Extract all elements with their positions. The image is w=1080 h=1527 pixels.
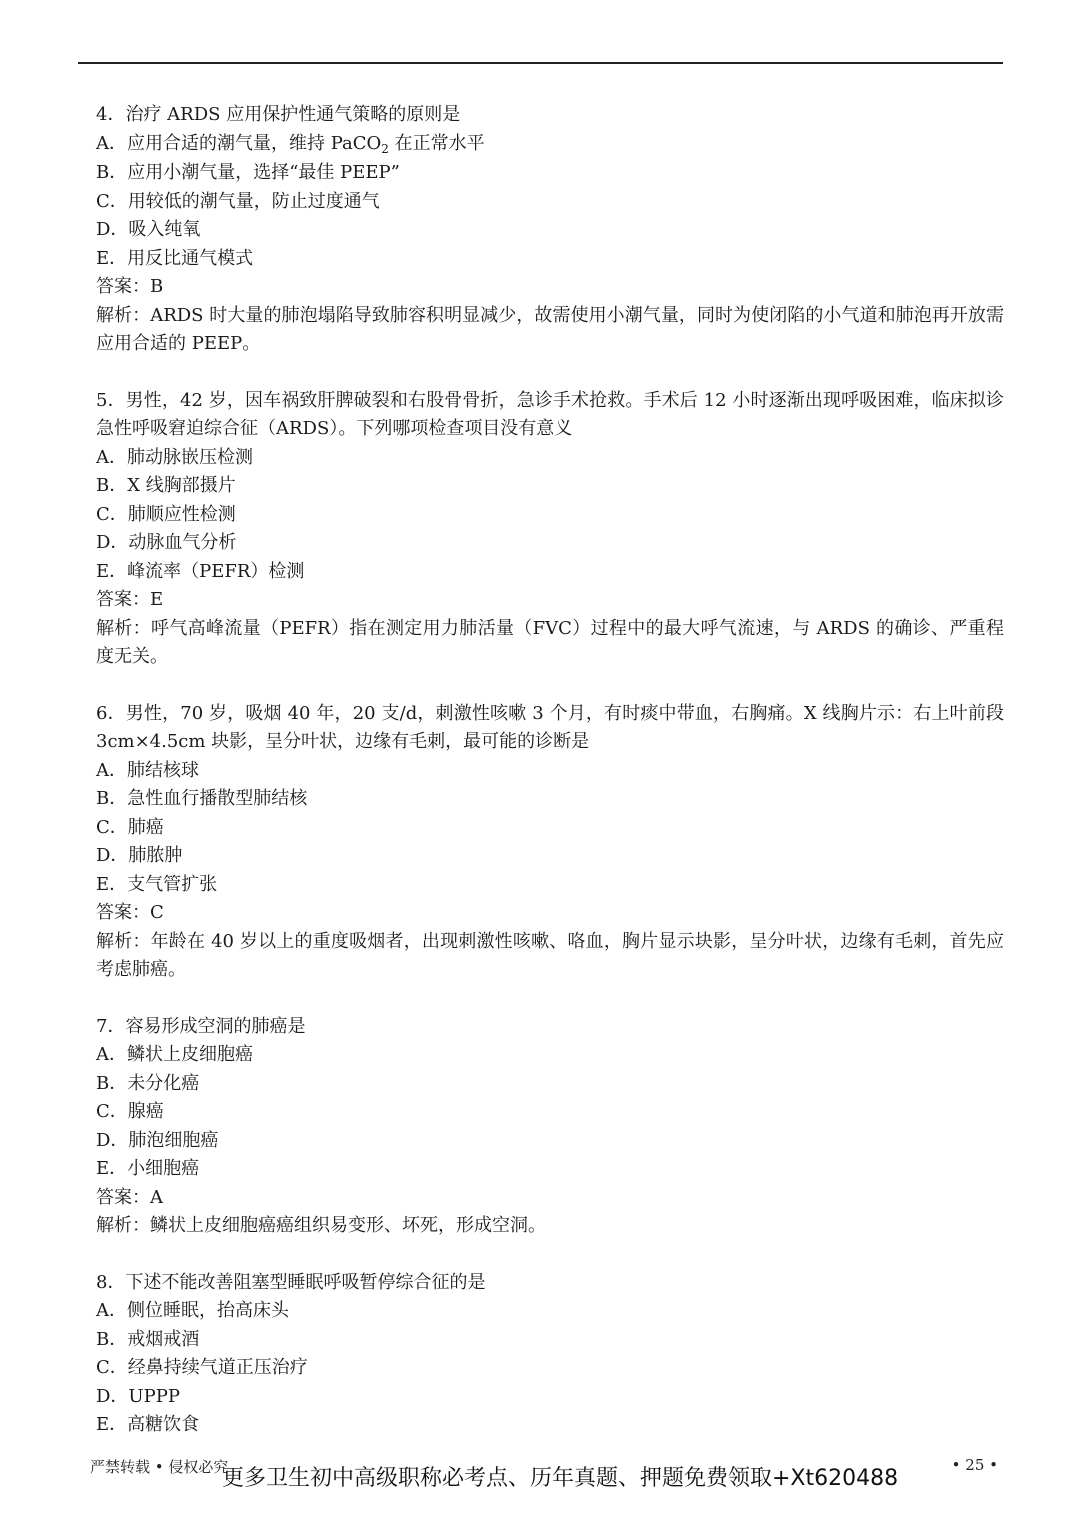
option-c: C．用较低的潮气量，防止过度通气 — [96, 190, 380, 212]
option-b: B．急性血行播散型肺结核 — [96, 788, 308, 809]
option-e: E．小细胞癌 — [96, 1158, 200, 1179]
option-c: C．经鼻持续气道正压治疗 — [96, 1357, 308, 1378]
answer: 答案：B — [96, 276, 164, 297]
analysis: 解析：鳞状上皮细胞癌癌组织易变形、坏死，形成空洞。 — [96, 1215, 546, 1236]
option-d: D．吸入纯氧 — [96, 219, 201, 240]
option-d: D．UPPP — [96, 1385, 180, 1407]
question-stem: 7．容易形成空洞的肺癌是 — [96, 1015, 306, 1037]
promo-watermark: 更多卫生初中高级职称必考点、历年真题、押题免费领取+Xt620488 — [222, 1466, 899, 1491]
header-rule — [78, 62, 1003, 64]
question-stem: 5．男性，42 岁，因车祸致肝脾破裂和右股骨骨折，急诊手术抢救。手术后 12 小时逐渐出现呼吸困难，临床拟诊急性呼吸窘迫综合征（ARDS）。下列哪项检查项目没有意义 — [96, 389, 1004, 439]
question-7 — [96, 1013, 1004, 1241]
option-b: B．未分化癌 — [96, 1072, 200, 1094]
option-d: D．动脉血气分析 — [96, 532, 237, 553]
answer: 答案：E — [96, 589, 164, 610]
option-c: C．肺顺应性检测 — [96, 503, 236, 525]
option-a: A．应用合适的潮气量，维持 PaCO$_2$ 在正常水平 — [96, 132, 485, 156]
option-e: E．高糖饮食 — [96, 1414, 200, 1435]
option-b: B．应用小潮气量，选择“最佳 PEEP” — [96, 162, 400, 183]
footer-copyright-notice: 严禁转载 • 侵权必究 — [90, 1458, 229, 1476]
analysis: 解析：ARDS 时大量的肺泡塌陷导致肺容积明显减少，故需使用小潮气量，同时为使闭陷的小气道和肺泡再开放需应用合适的 PEEP。 — [96, 304, 1004, 354]
option-a: A．肺结核球 — [96, 759, 199, 781]
option-a: A．侧位睡眠，抬高床头 — [96, 1300, 289, 1321]
option-a: A．肺动脉嵌压检测 — [96, 446, 253, 468]
question-6 — [96, 700, 1004, 985]
answer: 答案：A — [96, 1186, 163, 1208]
analysis: 解析：年龄在 40 岁以上的重度吸烟者，出现刺激性咳嗽、咯血，胸片显示块影，呈分叶状，边缘有毛刺，首先应考虑肺癌。 — [96, 930, 1004, 980]
option-b: B．戒烟戒酒 — [96, 1328, 200, 1350]
question-4 — [96, 101, 1004, 359]
option-c: C．腺癌 — [96, 1101, 164, 1122]
question-stem: 4．治疗 ARDS 应用保护性通气策略的原则是 — [96, 104, 461, 125]
option-a: A．鳞状上皮细胞癌 — [96, 1044, 253, 1065]
page-content — [96, 101, 1004, 1468]
analysis: 解析：呼气高峰流量（PEFR）指在测定用力肺活量（FVC）过程中的最大呼气流速，与 ARDS 的确诊、严重程度无关。 — [96, 617, 1004, 667]
question-8 — [96, 1269, 1004, 1440]
option-d: D．肺泡细胞癌 — [96, 1129, 219, 1151]
option-e: E．用反比通气模式 — [96, 247, 254, 269]
option-d: D．肺脓肿 — [96, 845, 183, 866]
option-e: E．支气管扩张 — [96, 873, 218, 895]
option-c: C．肺癌 — [96, 816, 164, 838]
answer: 答案：C — [96, 902, 164, 923]
option-e: E．峰流率（PEFR）检测 — [96, 560, 305, 582]
option-b: B．X 线胸部摄片 — [96, 475, 236, 496]
question-5 — [96, 387, 1004, 672]
page-number: • 25 • — [951, 1456, 998, 1474]
question-stem: 6．男性，70 岁，吸烟 40 年，20 支/d，刺激性咳嗽 3 个月，有时痰中带血，右胸痛。X 线胸片示：右上叶前段 3cm×4.5cm 块影，呈分叶状，边缘有毛刺，最可能的诊断是 — [96, 702, 1004, 752]
question-stem: 8．下述不能改善阻塞型睡眠呼吸暂停综合征的是 — [96, 1271, 486, 1293]
